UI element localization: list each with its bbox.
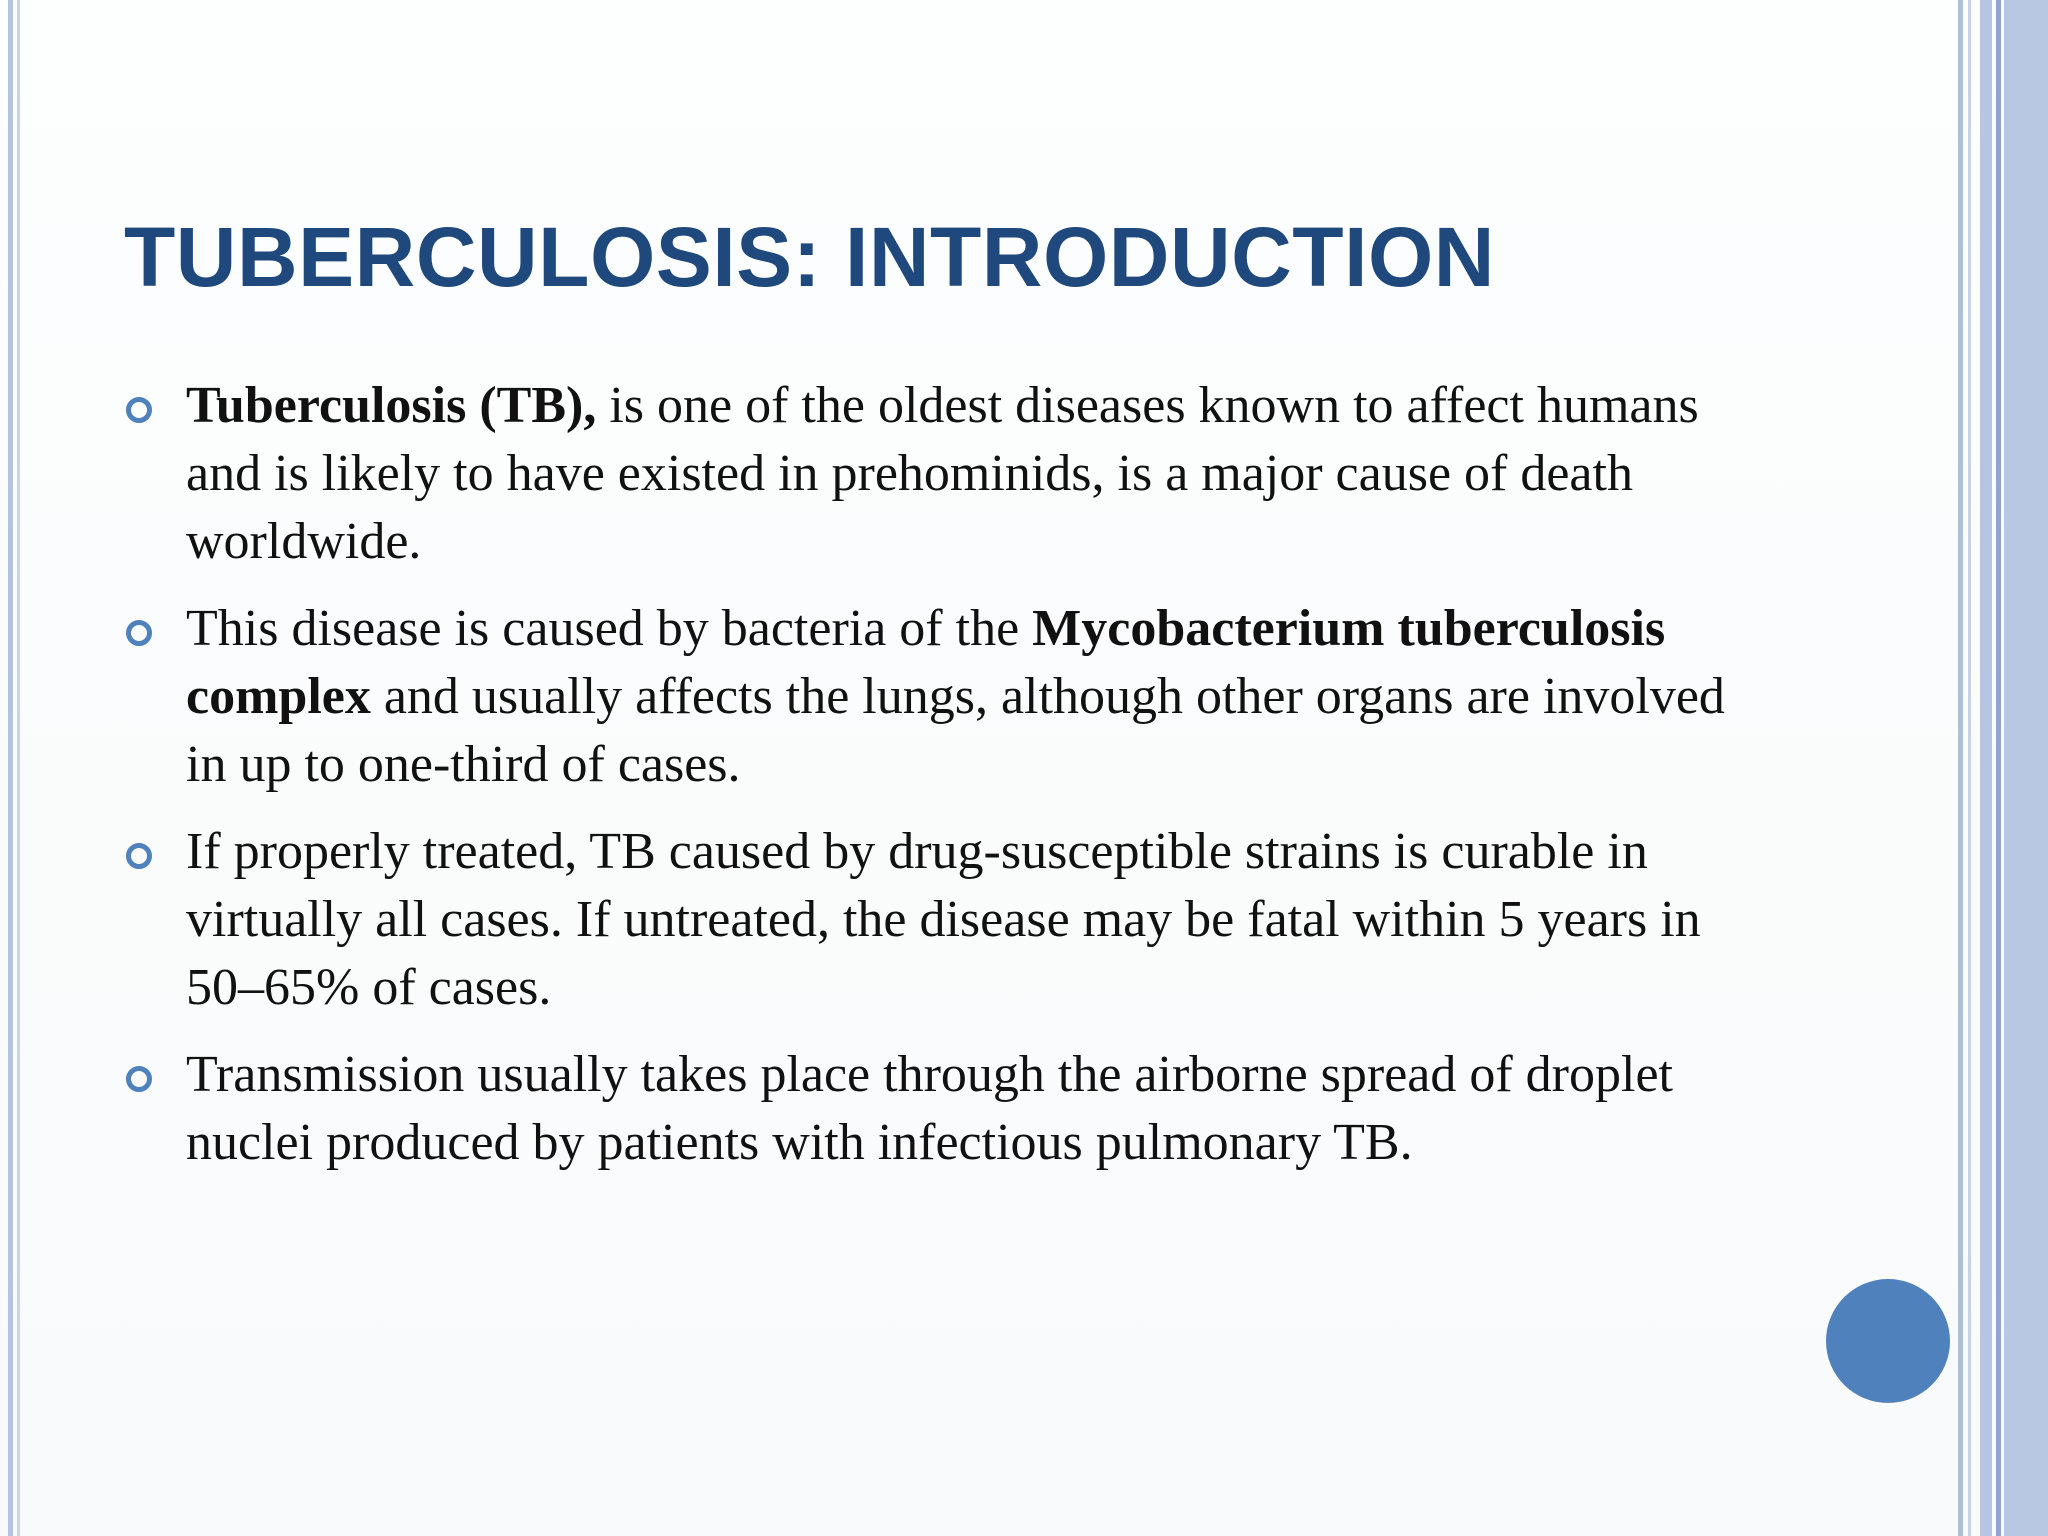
bullet-text: and usually affects the lungs, although other organs are involved in up to one-third of cases. bbox=[186, 668, 1725, 793]
right-border-line bbox=[1958, 0, 1963, 1536]
hollow-circle-bullet-icon bbox=[126, 620, 152, 646]
left-border-line-inner bbox=[17, 0, 20, 1536]
bullet-text: This disease is caused by bacteria of the bbox=[186, 600, 1033, 657]
bullet-bold-term: Tuberculosis (TB), bbox=[186, 377, 597, 434]
bullet-list bbox=[124, 372, 1764, 1196]
bullet-text: Transmission usually takes place through the airborne spread of droplet nuclei produced by patients with infectious pulmonary TB. bbox=[186, 1046, 1673, 1171]
bullet-text: If properly treated, TB caused by drug-susceptible strains is curable in virtually all cases. If untreated, the disease may be fatal within 5 years in 50–65% of cases. bbox=[186, 823, 1701, 1016]
bullet-text: is one of the oldest diseases known to affect humans and is likely to have existed in prehominids, is a major cause of death worldwide. bbox=[186, 377, 1699, 570]
bullet-item bbox=[124, 1041, 1764, 1177]
hollow-circle-bullet-icon bbox=[126, 843, 152, 869]
bullet-bold-term: Mycobacterium tuberculosis complex bbox=[186, 600, 1666, 725]
bullet-item bbox=[124, 818, 1764, 1022]
left-border-line bbox=[8, 0, 13, 1536]
right-border-band bbox=[1980, 0, 1992, 1536]
slide-title: TUBERCULOSIS: INTRODUCTION bbox=[124, 210, 1495, 304]
right-border-line-inner bbox=[1968, 0, 1971, 1536]
hollow-circle-bullet-icon bbox=[126, 397, 152, 423]
right-border-band-outer bbox=[2004, 0, 2048, 1536]
corner-circle-decoration bbox=[1826, 1279, 1950, 1403]
right-border-band-dark bbox=[1996, 0, 2001, 1536]
bullet-item bbox=[124, 372, 1764, 576]
hollow-circle-bullet-icon bbox=[126, 1066, 152, 1092]
bullet-item bbox=[124, 595, 1764, 799]
